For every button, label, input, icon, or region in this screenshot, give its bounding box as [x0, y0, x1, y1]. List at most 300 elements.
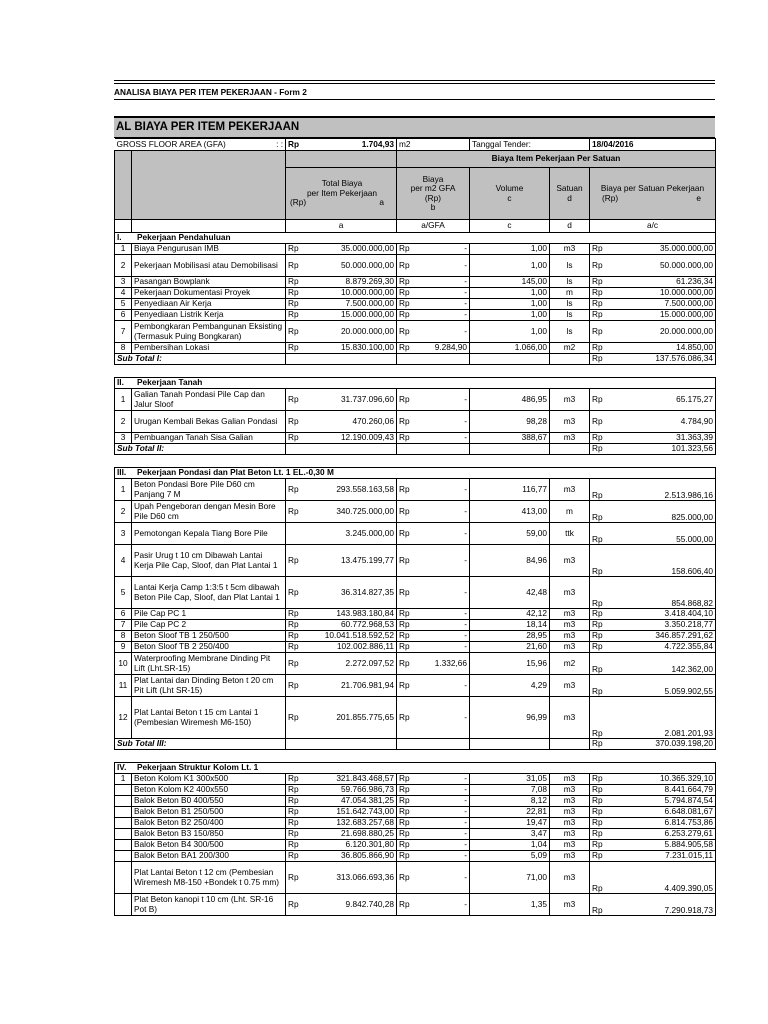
unit-currency: Rp [590, 609, 606, 620]
unit-satuan: m2 [550, 343, 590, 354]
unit-currency: Rp [590, 501, 606, 523]
volume: 28,95 [470, 631, 550, 642]
total-currency: Rp [286, 642, 302, 653]
total-cost: 321.843.468,57 [302, 774, 397, 785]
total-cost: 9.842.740,28 [302, 894, 397, 916]
total-currency: Rp [286, 277, 302, 288]
unit-satuan: m3 [550, 545, 590, 577]
row-number: 3 [115, 523, 132, 545]
unit-satuan: ls [550, 255, 590, 277]
item-name: Balok Beton B3 150/850 [132, 829, 286, 840]
unit-satuan: m2 [550, 653, 590, 675]
total-cost: 21.706.981,94 [302, 675, 397, 697]
total-cost: 10.041.518.592,52 [302, 631, 397, 642]
unit-satuan: m3 [550, 818, 590, 829]
unit-satuan: m3 [550, 829, 590, 840]
total-cost: 36.314.827,35 [302, 577, 397, 609]
formula-b: a/GFA [397, 220, 470, 233]
volume: 4,29 [470, 675, 550, 697]
perm2-currency: Rp [397, 244, 413, 255]
subtotal-row [115, 444, 716, 455]
perm2-currency: Rp [397, 840, 413, 851]
subtotal-value: 137.576.086,34 [606, 354, 716, 365]
perm2-currency: Rp [397, 501, 413, 523]
cost-per-m2: - [413, 894, 470, 916]
total-currency: Rp [286, 829, 302, 840]
perm2-currency: Rp [397, 631, 413, 642]
item-name: Balok Beton B4 300/500 [132, 840, 286, 851]
volume: 84,96 [470, 545, 550, 577]
total-currency: Rp [286, 310, 302, 321]
unit-cost: 3.350.218,77 [606, 620, 716, 631]
unit-satuan: m [550, 501, 590, 523]
volume: 5,09 [470, 851, 550, 862]
perm2-currency: Rp [397, 523, 413, 545]
unit-currency: Rp [590, 818, 606, 829]
row-number: 4 [115, 288, 132, 299]
unit-satuan: m3 [550, 840, 590, 851]
cost-per-m2: - [413, 620, 470, 631]
row-number [115, 785, 132, 796]
unit-currency: Rp [590, 321, 606, 343]
header-perm2-2: per m2 GFA [410, 183, 456, 193]
row-number: 1 [115, 774, 132, 785]
subtotal-row [115, 739, 716, 750]
volume: 1,00 [470, 288, 550, 299]
perm2-currency: Rp [397, 609, 413, 620]
unit-currency: Rp [590, 523, 606, 545]
unit-currency: Rp [590, 277, 606, 288]
total-cost: 13.475.199,77 [302, 545, 397, 577]
volume: 486,95 [470, 389, 550, 411]
header-total-2: per Item Pekerjaan [306, 187, 378, 198]
row-number: 12 [115, 697, 132, 739]
item-name: Pekerjaan Dokumentasi Proyek [132, 288, 286, 299]
table-row [115, 609, 716, 620]
row-number: 1 [115, 244, 132, 255]
perm2-currency: Rp [397, 288, 413, 299]
unit-satuan: m3 [550, 631, 590, 642]
total-currency: Rp [286, 321, 302, 343]
total-currency: Rp [286, 389, 302, 411]
unit-satuan: m3 [550, 642, 590, 653]
subtotal-label: Sub Total III: [115, 739, 286, 750]
total-cost: 293.558.163,58 [302, 479, 397, 501]
unit-satuan: m3 [550, 894, 590, 916]
table-row [115, 675, 716, 697]
volume: 71,00 [470, 862, 550, 894]
unit-currency: Rp [590, 433, 606, 444]
item-name: Pemotongan Kepala Tiang Bore Pile [132, 523, 286, 545]
unit-cost: 35.000.000,00 [606, 244, 716, 255]
cost-per-m2: - [413, 840, 470, 851]
total-currency: Rp [286, 479, 302, 501]
unit-satuan: ttk [550, 523, 590, 545]
cost-per-m2: - [413, 642, 470, 653]
volume: 1,04 [470, 840, 550, 851]
subtotal-currency: Rp [590, 739, 606, 750]
item-name: Beton Sloof TB 2 250/400 [132, 642, 286, 653]
table-row [115, 244, 716, 255]
tender-label: Tanggal Tender: [470, 139, 590, 151]
volume: 413,00 [470, 501, 550, 523]
unit-currency: Rp [590, 244, 606, 255]
section-title-cell [115, 468, 716, 479]
unit-satuan: ls [550, 310, 590, 321]
volume: 1,00 [470, 255, 550, 277]
section-roman: I. [117, 232, 122, 243]
volume: 98,28 [470, 411, 550, 433]
item-name: Beton Sloof TB 1 250/500 [132, 631, 286, 642]
unit-currency: Rp [590, 862, 606, 894]
total-currency: Rp [286, 631, 302, 642]
row-number [115, 818, 132, 829]
gfa-currency: Rp [286, 139, 302, 151]
unit-currency: Rp [590, 255, 606, 277]
subtotal-currency: Rp [590, 354, 606, 365]
unit-cost: 346.857.291,62 [606, 631, 716, 642]
table-row [115, 774, 716, 785]
row-number: 3 [115, 433, 132, 444]
cost-per-m2: - [413, 862, 470, 894]
row-number [115, 796, 132, 807]
total-cost: 313.066.693,36 [302, 862, 397, 894]
perm2-currency: Rp [397, 411, 413, 433]
unit-satuan: ls [550, 299, 590, 310]
perm2-currency: Rp [397, 796, 413, 807]
unit-satuan: m3 [550, 774, 590, 785]
total-cost: 201.855.775,65 [302, 697, 397, 739]
item-name: Beton Pondasi Bore Pile D60 cm Panjang 7 M [132, 479, 286, 501]
unit-satuan: m3 [550, 675, 590, 697]
unit-currency: Rp [590, 829, 606, 840]
total-currency: Rp [286, 697, 302, 739]
unit-currency: Rp [590, 411, 606, 433]
item-name: Beton Kolom K2 400x550 [132, 785, 286, 796]
total-cost: 47.054.381,25 [302, 796, 397, 807]
subtotal-value: 101.323,56 [606, 444, 716, 455]
unit-currency: Rp [590, 545, 606, 577]
unit-cost: 5.884.905,58 [606, 840, 716, 851]
unit-cost: 5.794.874,54 [606, 796, 716, 807]
unit-satuan: m3 [550, 796, 590, 807]
total-cost: 8.879.269,30 [302, 277, 397, 288]
row-number [115, 894, 132, 916]
unit-currency: Rp [590, 620, 606, 631]
row-number: 2 [115, 255, 132, 277]
table-row [115, 501, 716, 523]
perm2-currency: Rp [397, 433, 413, 444]
table-row [115, 862, 716, 894]
row-number [115, 862, 132, 894]
volume: 1,00 [470, 321, 550, 343]
cost-per-m2: - [413, 288, 470, 299]
section-header [115, 233, 716, 244]
header-total-3a: (Rp) [290, 197, 307, 208]
perm2-currency: Rp [397, 343, 413, 354]
volume: 3,47 [470, 829, 550, 840]
perm2-currency: Rp [397, 829, 413, 840]
header-satuan-1: Satuan [556, 183, 583, 193]
unit-currency: Rp [590, 774, 606, 785]
item-name: Beton Kolom K1 300x500 [132, 774, 286, 785]
total-cost: 143.983.180,84 [302, 609, 397, 620]
item-name: Upah Pengeboran dengan Mesin Bore Pile D60 cm [132, 501, 286, 523]
table-row [115, 343, 716, 354]
table-row [115, 523, 716, 545]
volume: 145,00 [470, 277, 550, 288]
cost-per-m2: - [413, 255, 470, 277]
item-name: Waterproofing Membrane Dinding Pit Lift (Lht.SR-15) [132, 653, 286, 675]
table-row [115, 479, 716, 501]
cost-per-m2: - [413, 818, 470, 829]
header-volume-1: Volume [495, 183, 524, 193]
table-row [115, 796, 716, 807]
cost-per-m2: - [413, 277, 470, 288]
volume: 42,12 [470, 609, 550, 620]
cost-per-m2: - [413, 609, 470, 620]
unit-cost: 55.000,00 [606, 523, 716, 545]
perm2-currency: Rp [397, 642, 413, 653]
row-number [115, 851, 132, 862]
total-currency: Rp [286, 620, 302, 631]
header-perm2-1: Biaya [422, 173, 444, 184]
item-name: Pile Cap PC 2 [132, 620, 286, 631]
volume: 21,60 [470, 642, 550, 653]
unit-satuan: ls [550, 277, 590, 288]
row-number [115, 829, 132, 840]
row-number: 8 [115, 631, 132, 642]
total-currency: Rp [286, 609, 302, 620]
unit-cost: 14.850,00 [606, 343, 716, 354]
total-currency: Rp [286, 675, 302, 697]
header-perm2-3: (Rp) [424, 192, 442, 203]
header-satuan-2: d [567, 192, 572, 203]
item-name: Urugan Kembali Bekas Galian Pondasi [132, 411, 286, 433]
cost-per-m2: - [413, 697, 470, 739]
item-name: Plat Beton kanopi t 10 cm (Lht. SR-16 Pot B) [132, 894, 286, 916]
total-cost: 3.245.000,00 [302, 523, 397, 545]
section-header [115, 763, 716, 774]
total-currency: Rp [286, 807, 302, 818]
item-name: Plat Lantai Beton t 15 cm Lantai 1 (Pembesian Wiremesh M6-150) [132, 697, 286, 739]
table-row [115, 389, 716, 411]
unit-cost: 50.000.000,00 [606, 255, 716, 277]
unit-currency: Rp [590, 840, 606, 851]
perm2-currency: Rp [397, 697, 413, 739]
total-cost: 35.000.000,00 [302, 244, 397, 255]
total-currency: Rp [286, 577, 302, 609]
volume: 59,00 [470, 523, 550, 545]
cost-per-m2: 9.284,90 [413, 343, 470, 354]
total-currency: Rp [286, 288, 302, 299]
top-rule [114, 80, 715, 84]
perm2-currency: Rp [397, 818, 413, 829]
perm2-currency: Rp [397, 653, 413, 675]
total-cost: 12.190.009,43 [302, 433, 397, 444]
row-number [115, 807, 132, 818]
volume: 18,14 [470, 620, 550, 631]
unit-satuan: m3 [550, 479, 590, 501]
unit-currency: Rp [590, 807, 606, 818]
perm2-currency: Rp [397, 807, 413, 818]
total-cost: 36.805.866,90 [302, 851, 397, 862]
volume: 1,35 [470, 894, 550, 916]
unit-cost: 825.000,00 [606, 501, 716, 523]
item-name: Pekerjaan Mobilisasi atau Demobilisasi [132, 255, 286, 277]
total-currency: Rp [286, 501, 302, 523]
unit-cost: 158.606,40 [606, 545, 716, 577]
perm2-currency: Rp [397, 545, 413, 577]
total-cost: 470.260,06 [302, 411, 397, 433]
table-row [115, 411, 716, 433]
volume: 1,00 [470, 244, 550, 255]
unit-satuan: m3 [550, 620, 590, 631]
cost-per-m2: - [413, 321, 470, 343]
row-number: 7 [115, 321, 132, 343]
unit-cost: 5.059.902,55 [606, 675, 716, 697]
section-spacer [115, 750, 716, 763]
formula-e: a/c [590, 220, 716, 233]
item-name: Penyediaan Air Kerja [132, 299, 286, 310]
volume: 31,05 [470, 774, 550, 785]
table-row [115, 433, 716, 444]
unit-cost: 61.236,34 [606, 277, 716, 288]
cost-per-m2: - [413, 675, 470, 697]
total-cost: 21.698.880,25 [302, 829, 397, 840]
total-cost: 2.272.097,52 [302, 653, 397, 675]
table-row [115, 851, 716, 862]
perm2-currency: Rp [397, 321, 413, 343]
section-header [115, 468, 716, 479]
total-currency: Rp [286, 840, 302, 851]
header-volume-2: c [507, 192, 512, 203]
cost-per-m2: - [413, 785, 470, 796]
item-name: Plat Lantai Beton t 12 cm (Pembesian Wiremesh M8-150 +Bondek t 0.75 mm) [132, 862, 286, 894]
unit-cost: 15.000.000,00 [606, 310, 716, 321]
unit-satuan: m3 [550, 609, 590, 620]
sheet-title: AL BIAYA PER ITEM PEKERJAAN [114, 116, 715, 138]
perm2-currency: Rp [397, 894, 413, 916]
table-row [115, 829, 716, 840]
table-row [115, 785, 716, 796]
group-header: Biaya Item Pekerjaan Per Satuan [397, 151, 716, 168]
total-currency: Rp [286, 343, 302, 354]
volume: 22,81 [470, 807, 550, 818]
cost-per-m2: - [413, 433, 470, 444]
gfa-row [115, 139, 716, 151]
section-roman: III. [117, 467, 127, 478]
cost-per-m2: - [413, 807, 470, 818]
cost-per-m2: - [413, 299, 470, 310]
cost-per-m2: - [413, 577, 470, 609]
perm2-currency: Rp [397, 785, 413, 796]
unit-satuan: ls [550, 321, 590, 343]
item-name: Balok Beton B1 250/500 [132, 807, 286, 818]
item-name: Penyediaan Listrik Kerja [132, 310, 286, 321]
perm2-currency: Rp [397, 577, 413, 609]
total-cost: 31.737.096,60 [302, 389, 397, 411]
table-row [115, 288, 716, 299]
total-cost: 6.120.301,80 [302, 840, 397, 851]
perm2-currency: Rp [397, 310, 413, 321]
volume: 388,67 [470, 433, 550, 444]
table-row [115, 642, 716, 653]
unit-cost: 6.814.753,86 [606, 818, 716, 829]
total-currency: Rp [286, 255, 302, 277]
unit-currency: Rp [590, 785, 606, 796]
table-row [115, 840, 716, 851]
total-currency: Rp [286, 785, 302, 796]
unit-cost: 4.722.355,84 [606, 642, 716, 653]
header-total-3b: a [379, 197, 384, 208]
row-number: 2 [115, 501, 132, 523]
formula-c: c [470, 220, 550, 233]
section-title-cell [115, 233, 716, 244]
unit-currency: Rp [590, 851, 606, 862]
row-number: 6 [115, 310, 132, 321]
unit-currency: Rp [590, 299, 606, 310]
unit-satuan: m3 [550, 785, 590, 796]
cost-per-m2: - [413, 796, 470, 807]
total-currency: Rp [286, 894, 302, 916]
unit-cost: 8.441.664,79 [606, 785, 716, 796]
unit-satuan: m [550, 288, 590, 299]
section-spacer [115, 455, 716, 468]
item-name: Galian Tanah Pondasi Pile Cap dan Jalur Sloof [132, 389, 286, 411]
table-row [115, 545, 716, 577]
row-number: 1 [115, 479, 132, 501]
total-currency [286, 523, 302, 545]
row-number: 7 [115, 620, 132, 631]
worksheet [114, 80, 715, 916]
cost-per-m2: - [413, 310, 470, 321]
item-name: Balok Beton BA1 200/300 [132, 851, 286, 862]
item-name: Lantai Kerja Camp 1:3:5 t 5cm dibawah Beton Pile Cap, Sloof, dan Plat Lantai 1 [132, 577, 286, 609]
cost-per-m2: - [413, 829, 470, 840]
tender-date: 18/04/2016 [590, 139, 716, 151]
volume: 8,12 [470, 796, 550, 807]
row-number: 10 [115, 653, 132, 675]
total-cost: 102.002.886,11 [302, 642, 397, 653]
header-total-1: Total Biaya [321, 178, 363, 189]
cost-per-m2: - [413, 523, 470, 545]
total-currency: Rp [286, 862, 302, 894]
unit-cost: 4.784,90 [606, 411, 716, 433]
perm2-currency: Rp [397, 479, 413, 501]
unit-satuan: m3 [550, 244, 590, 255]
unit-cost: 7.290.918,73 [606, 894, 716, 916]
formula-row [115, 220, 716, 233]
row-number: 5 [115, 577, 132, 609]
subtotal-currency: Rp [590, 444, 606, 455]
total-currency: Rp [286, 244, 302, 255]
cost-per-m2: - [413, 244, 470, 255]
formula-d: d [550, 220, 590, 233]
total-cost: 132.683.257,68 [302, 818, 397, 829]
total-currency: Rp [286, 653, 302, 675]
total-cost: 7.500.000,00 [302, 299, 397, 310]
total-currency: Rp [286, 796, 302, 807]
total-cost: 50.000.000,00 [302, 255, 397, 277]
unit-satuan: m3 [550, 807, 590, 818]
header-unit-2b: e [696, 192, 701, 203]
row-number: 8 [115, 343, 132, 354]
total-cost: 10.000.000,00 [302, 288, 397, 299]
row-number: 9 [115, 642, 132, 653]
unit-cost: 4.409.390,05 [606, 862, 716, 894]
table-row [115, 631, 716, 642]
